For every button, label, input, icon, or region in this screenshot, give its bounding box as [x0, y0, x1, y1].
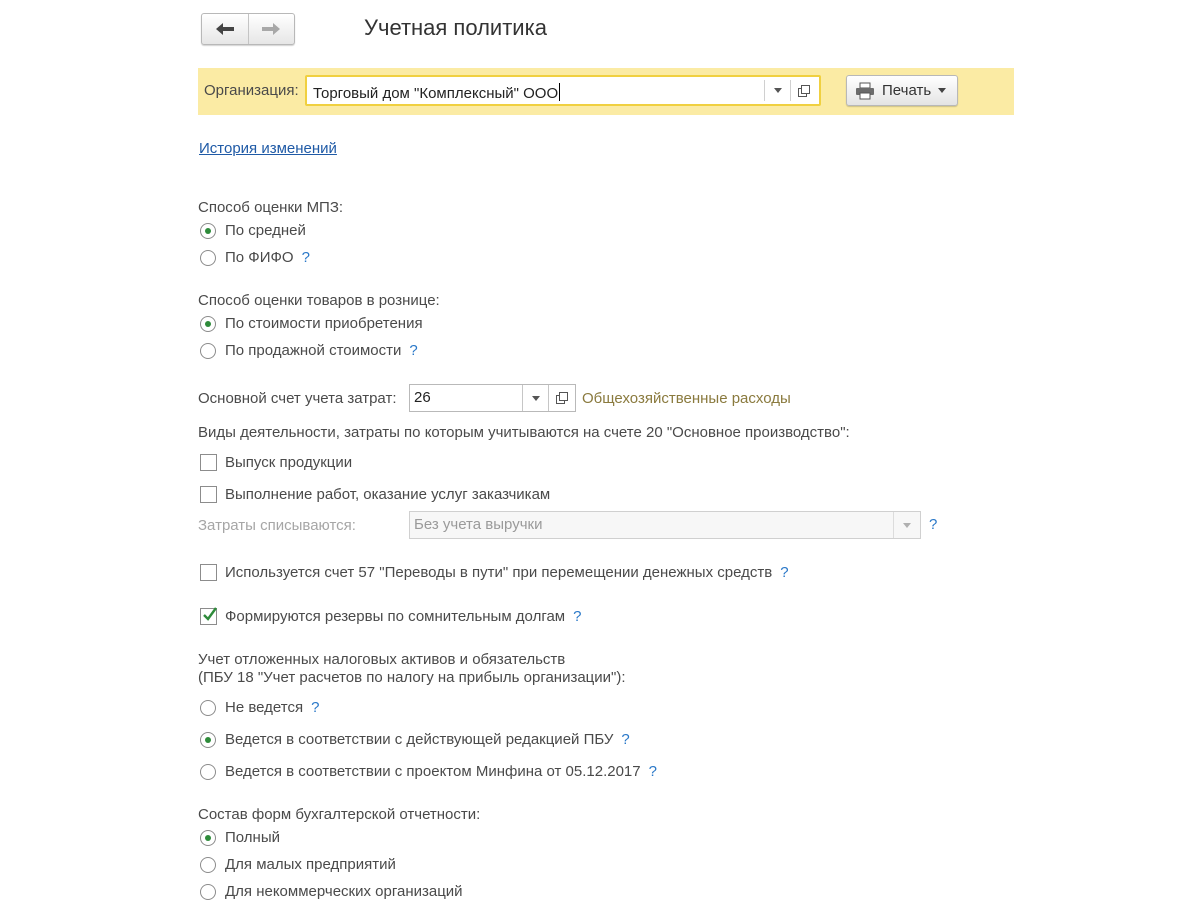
checkbox-services[interactable] — [200, 486, 217, 503]
cost-account-value: 26 — [414, 389, 431, 406]
cost-account-open-button[interactable] — [548, 385, 575, 411]
arrow-left-icon — [215, 22, 235, 36]
forms-radio-small[interactable] — [200, 857, 216, 873]
text-caret — [559, 83, 560, 101]
forms-radio-nonprofit[interactable] — [200, 884, 216, 900]
forward-button[interactable] — [248, 14, 295, 44]
pbu18-label-line2: (ПБУ 18 "Учет расчетов по налогу на прибыль организации"): — [198, 669, 626, 686]
print-button-label: Печать — [882, 82, 932, 99]
navigation-buttons — [201, 13, 295, 45]
retail-label: Способ оценки товаров в рознице: — [198, 292, 440, 309]
pbu18-option-project: Ведется в соответствии с проектом Минфина от 05.12.2017 — [225, 763, 641, 780]
print-button[interactable] — [846, 75, 958, 106]
mpz-label: Способ оценки МПЗ: — [198, 199, 344, 216]
retail-option-sale-row — [225, 342, 418, 360]
organization-value: Торговый дом "Комплексный" ООО — [313, 85, 559, 102]
writeoff-label: Затраты списываются: — [198, 517, 356, 534]
printer-icon — [855, 82, 875, 100]
pbu18-option-none: Не ведется — [225, 699, 304, 716]
pbu18-option-none-row — [225, 699, 319, 717]
forms-option-small: Для малых предприятий — [225, 856, 396, 873]
forms-label: Состав форм бухгалтерской отчетности: — [198, 806, 481, 823]
activities-label: Виды деятельности, затраты по которым учитываются на счете 20 "Основное производство": — [198, 424, 850, 441]
reserves-label: Формируются резервы по сомнительным долгам — [225, 608, 566, 625]
forms-radio-full[interactable] — [200, 830, 216, 846]
help-icon[interactable]: ? — [311, 699, 320, 716]
cost-account-label: Основной счет учета затрат: — [198, 390, 397, 407]
history-link[interactable]: История изменений — [199, 140, 337, 157]
organization-dropdown-button[interactable] — [764, 80, 791, 101]
help-icon[interactable]: ? — [409, 342, 418, 359]
cost-account-description: Общехозяйственные расходы — [582, 390, 791, 407]
checkmark-icon — [201, 606, 218, 623]
pbu18-radio-current[interactable] — [200, 732, 216, 748]
writeoff-select[interactable] — [409, 511, 921, 539]
arrow-right-icon — [261, 22, 281, 36]
back-button[interactable] — [202, 14, 248, 44]
mpz-radio-average[interactable] — [200, 223, 216, 239]
page-title: Учетная политика — [364, 15, 547, 40]
forms-option-nonprofit: Для некоммерческих организаций — [225, 883, 463, 900]
organization-label: Организация: — [204, 82, 299, 99]
help-icon[interactable]: ? — [573, 608, 582, 625]
retail-radio-purchase[interactable] — [200, 316, 216, 332]
checkbox-reserves[interactable] — [200, 608, 217, 625]
account57-row — [225, 564, 789, 582]
chevron-down-icon — [903, 523, 911, 528]
mpz-option-average: По средней — [225, 222, 306, 239]
chevron-down-icon — [774, 88, 782, 93]
pbu18-radio-none[interactable] — [200, 700, 216, 716]
checkbox-account57[interactable] — [200, 564, 217, 581]
cost-account-dropdown-button[interactable] — [522, 385, 549, 411]
retail-option-sale: По продажной стоимости — [225, 342, 402, 359]
forms-option-full: Полный — [225, 829, 280, 846]
help-icon[interactable]: ? — [301, 249, 310, 266]
chevron-down-icon — [532, 396, 540, 401]
help-icon[interactable]: ? — [780, 564, 789, 581]
retail-option-purchase: По стоимости приобретения — [225, 315, 423, 332]
chevron-down-icon — [938, 88, 946, 93]
reserves-row — [225, 608, 581, 626]
pbu18-option-project-row — [225, 763, 657, 781]
open-window-icon — [798, 85, 810, 97]
help-icon[interactable]: ? — [621, 731, 630, 748]
pbu18-radio-project[interactable] — [200, 764, 216, 780]
activity-services-label: Выполнение работ, оказание услуг заказчикам — [225, 486, 551, 503]
account57-label: Используется счет 57 "Переводы в пути" при перемещении денежных средств — [225, 564, 773, 581]
writeoff-dropdown-button[interactable] — [893, 512, 920, 538]
mpz-radio-fifo[interactable] — [200, 250, 216, 266]
activity-production-label: Выпуск продукции — [225, 454, 353, 471]
pbu18-option-current: Ведется в соответствии с действующей редакцией ПБУ — [225, 731, 614, 748]
checkbox-production[interactable] — [200, 454, 217, 471]
pbu18-label-line1: Учет отложенных налоговых активов и обязательств — [198, 651, 566, 668]
retail-radio-sale[interactable] — [200, 343, 216, 359]
open-window-icon — [556, 392, 568, 404]
help-icon[interactable]: ? — [929, 516, 938, 533]
pbu18-option-current-row — [225, 731, 630, 749]
cost-account-input[interactable] — [409, 384, 576, 412]
mpz-option-fifo-row — [225, 249, 310, 267]
organization-open-button[interactable] — [790, 80, 817, 101]
writeoff-help-row — [921, 516, 937, 533]
organization-input[interactable] — [305, 75, 821, 106]
mpz-option-fifo: По ФИФО — [225, 249, 294, 266]
writeoff-value: Без учета выручки — [414, 516, 543, 533]
help-icon[interactable]: ? — [648, 763, 657, 780]
